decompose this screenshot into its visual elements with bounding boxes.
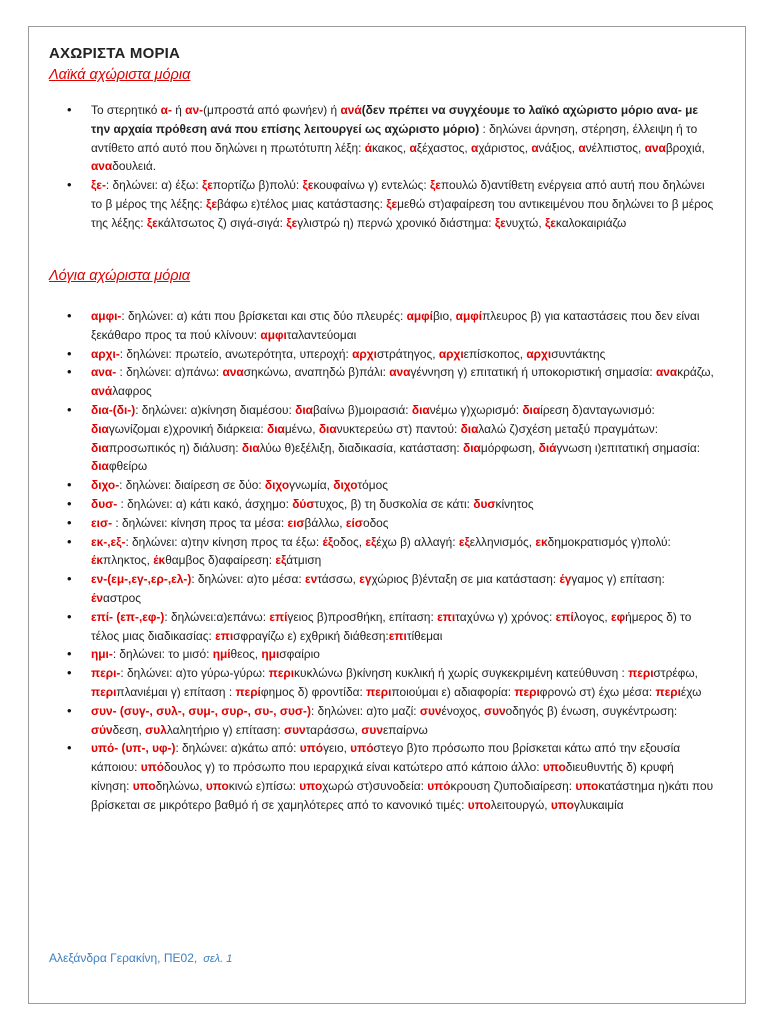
item-text: λαλώ ζ)σχέση μεταξύ πραγμάτων: [478, 421, 659, 436]
item-text: νέμω γ)χωρισμό: [429, 402, 523, 417]
item-text: ή [171, 103, 186, 117]
list-item [49, 476, 715, 495]
particle-highlight: ανα [644, 140, 666, 155]
item-text: κίνητος [495, 496, 534, 511]
item-text: τόμος [357, 478, 388, 493]
page-footer [49, 951, 232, 965]
particle-highlight: ημι- [91, 647, 113, 662]
particle-highlight: ανα [222, 365, 244, 380]
particle-highlight: ανά [340, 103, 362, 117]
particle-highlight: υπό [350, 741, 374, 756]
document-page [28, 26, 746, 1004]
particle-highlight: εκ [535, 534, 548, 549]
particle-highlight: συλ [145, 722, 167, 737]
particle-highlight: εισ- [91, 515, 113, 530]
item-text: συντάκτης [551, 346, 606, 361]
particle-highlight: δια [460, 421, 479, 436]
item-text: σηκώνω, αναπηδώ β)πάλι: [243, 365, 390, 380]
item-text: : δηλώνει: α)το μαζί: [310, 703, 420, 718]
item-text: : δηλώνει: α)κάτω από: [175, 741, 300, 756]
particle-highlight: περί [235, 684, 261, 699]
particle-highlight: ξε [494, 215, 506, 230]
item-text: φημος δ) φροντίδα: [260, 684, 367, 699]
item-text: ένοχος, [441, 703, 484, 718]
particle-highlight: ξε [201, 178, 213, 193]
section-heading-learned: Λόγια αχώριστα μόρια [49, 268, 191, 284]
item-text: μόρφωση, [480, 440, 539, 455]
item-text: βιο, [432, 309, 456, 323]
item-text: μεθώ στ)αφαίρεση του αντικειμένου που δηλώνει το β μέρος της λέξης: [91, 196, 714, 230]
particle-highlight: υπό [427, 778, 451, 793]
footer-author: Αλεξάνδρα Γερακίνη, ΠΕ02, [49, 951, 198, 965]
list-item [49, 495, 715, 514]
particle-highlight: δυσ- [91, 496, 118, 511]
particle-highlight: διχο- [91, 478, 120, 493]
particle-highlight: δια [295, 402, 313, 417]
item-text: (δεν πρέπει να συγχέουμε το λαϊκό αχώριστο μόριο ανα- με την αρχαία πρόθεση ανά που επίσης λειτουργεί ως αχώριστο μόριο) [91, 103, 699, 136]
particle-highlight: αν- [185, 103, 204, 117]
particle-highlight: επί [269, 609, 288, 624]
particle-highlight: αμφί [455, 309, 483, 323]
item-text: κινώ ε)πίσω: [228, 778, 300, 793]
item-text: : δηλώνει: α)κίνηση διαμέσου: [135, 402, 296, 417]
item-text: : δηλώνει: πρωτείο, ανωτερότητα, υπεροχή: [119, 346, 353, 361]
item-text: έχω [680, 684, 702, 699]
item-text: μένω, [284, 421, 319, 436]
particle-highlight: σύν [91, 722, 113, 737]
item-text: κυκλώνω β)κίνηση κυκλική ή χωρίς συγκεκριμένη κατεύθυνση : [294, 666, 629, 681]
particle-highlight: ανά [91, 384, 113, 399]
item-text: κατάστημα η)κάτι που βρίσκεται σε μικρότερο βαθμό ή σε χαμηλότερες από το κανονικό τιμές: [91, 778, 714, 812]
item-text: : δηλώνει: α) κάτι που βρίσκεται και στις δύο πλευρές: [121, 309, 407, 323]
item-text: (μπροστά από φωνήεν) ή [203, 103, 341, 117]
item-text: κάλτσωτος ζ) σιγά-σιγά: [157, 215, 287, 230]
particle-highlight: ά [364, 140, 372, 155]
particle-highlight: δυσ [473, 496, 496, 511]
item-text: θαμβος δ)αφαίρεση: [165, 553, 276, 568]
particle-highlight: διχο [333, 478, 358, 493]
particle-highlight: συν [361, 722, 383, 737]
item-text: καλοκαιριάζω [555, 215, 627, 230]
particle-highlight: επι [215, 628, 234, 643]
particle-highlight: υπό- (υπ-, υφ-) [91, 741, 176, 756]
particle-highlight: α [578, 140, 586, 155]
item-text: γωνίζομαι ε)χρονική διάρκεια: [108, 421, 267, 436]
particle-highlight: διά [538, 440, 557, 455]
item-text: ήμερος δ) το τέλος μιας διαδικασίας: [91, 609, 692, 643]
particle-highlight: αμφι [260, 327, 287, 342]
item-text: γειο, [323, 741, 351, 756]
particle-highlight: περι [628, 666, 654, 681]
particle-highlight: συν [483, 703, 506, 718]
page-title: ΑΧΩΡΙΣΤΑ ΜΟΡΙΑ [49, 45, 181, 62]
particle-highlight: δια [91, 440, 109, 455]
particle-highlight: συν [419, 703, 442, 718]
particle-highlight: έν [91, 590, 103, 605]
item-text: σφραγίζω ε) εχθρική διάθεση: [233, 628, 389, 643]
item-text: λογος, [573, 609, 611, 624]
item-text: νυκτερεύω στ) παντού: [336, 421, 461, 436]
particle-highlight: ξε- [91, 178, 106, 193]
particle-highlight: ξε [544, 215, 556, 230]
item-text: κακος, [372, 140, 410, 155]
item-text: φρονώ στ) έχω μέσα: [539, 684, 656, 699]
particle-highlight: αμφι- [91, 309, 122, 323]
item-text: αστρος [102, 590, 142, 605]
particle-highlight: ημι [261, 647, 280, 662]
list-item [49, 401, 715, 476]
particle-highlight: αρχι [526, 346, 552, 361]
particle-highlight: έκ [153, 553, 166, 568]
item-text: πλανιέμαι γ) επίταση : [116, 684, 236, 699]
particle-highlight: συν- (συγ-, συλ-, συμ-, συρ-, συ-, συσ-) [91, 703, 311, 718]
list-item [49, 345, 715, 364]
item-text: γέννηση γ) επιτατική ή υποκοριστική σημασία: [410, 365, 656, 380]
particle-highlight: διχο [264, 478, 290, 493]
item-text: ταλαντεύομαι [286, 327, 357, 342]
item-text: : δηλώνει: α)την κίνηση προς τα έξω: [125, 534, 323, 549]
particle-highlight: υπο [550, 797, 574, 812]
particle-highlight: έκ [91, 553, 103, 568]
item-text: γνωμία, [289, 478, 334, 493]
item-text: δημοκρατισμός γ)πολύ: [547, 534, 671, 549]
list-item [49, 533, 715, 571]
particle-highlight: υπο [205, 778, 229, 793]
item-text: πορτίζω β)πολύ: [212, 178, 303, 193]
list-item [49, 664, 715, 702]
particle-highlight: εν-(εμ-,εγ-,ερ-,ελ-) [91, 572, 192, 587]
particle-highlight: δια [91, 421, 109, 436]
item-text: θεος, [230, 647, 262, 662]
particle-highlight: περι [514, 684, 540, 699]
item-text: λαλητήριο γ) επίταση: [166, 722, 284, 737]
particle-highlight: δια [411, 402, 430, 417]
item-text: δεση, [112, 722, 146, 737]
item-text: νάξιος, [538, 140, 579, 155]
item-text: πλευρος β) για καταστάσεις που δεν είναι ξεκάθαρο προς τα πού κλίνουν: [91, 309, 700, 342]
item-text: γνωση ι)επιτατική σημασία: [556, 440, 701, 455]
item-text: γλιστρώ η) περνώ χρονικό διάστημα: [297, 215, 495, 230]
particle-highlight: ξε [386, 196, 398, 211]
item-text: προσωπικός η) διάλυση: [108, 440, 242, 455]
item-text: γαμος γ) επίταση: [571, 572, 665, 587]
item-text: : δηλώνει:α)επάνω: [164, 609, 270, 624]
particle-highlight: δια [463, 440, 481, 455]
item-text: ταχύνω γ) χρόνος: [455, 609, 556, 624]
list-item [49, 608, 715, 646]
list-item [49, 514, 715, 533]
particle-highlight: εισ [287, 515, 305, 530]
particle-highlight: ξε [206, 196, 217, 211]
particle-highlight: επί- (επ-,εφ-) [91, 609, 165, 624]
particle-highlight: δια-(δι-) [91, 402, 136, 417]
item-text: χώριος β)ένταξη σε μια κατάσταση: [371, 572, 560, 587]
item-text: νέλπιστος, [585, 140, 645, 155]
item-text: άτμιση [286, 553, 322, 568]
item-text: γειος β)προσθήκη, επίταση: [287, 609, 438, 624]
particle-highlight: ξε [286, 215, 298, 230]
particle-highlight: ημί [212, 647, 231, 662]
particle-highlight: εξ [365, 534, 377, 549]
item-text: δουλος γ) το πρόσωπο που ιεραρχικά είναι κατώτερο από κάποιο άλλο: [163, 760, 543, 775]
item-text: : δηλώνει: το μισό: [112, 647, 213, 662]
particle-highlight: έξ [322, 534, 334, 549]
item-text: φθείρω [108, 459, 148, 474]
item-text: πληκτος, [103, 553, 154, 568]
item-text: χάριστος, [478, 140, 532, 155]
particle-highlight: περι [91, 684, 117, 699]
particle-highlight: α [409, 140, 417, 155]
particle-highlight: εκ-,εξ- [91, 534, 126, 549]
item-text: τάσσω, [317, 572, 360, 587]
item-text: οδος [362, 515, 389, 530]
particle-highlight: ανα- [91, 365, 117, 380]
item-text: τυχος, β) τη δυσκολία σε κάτι: [314, 496, 474, 511]
particle-highlight: ξε [429, 178, 441, 193]
particle-highlight: εγ [359, 572, 372, 587]
particle-highlight: υπο [575, 778, 599, 793]
particle-highlight: ξε [302, 178, 314, 193]
item-text: σφαίριο [279, 647, 320, 662]
particle-highlight: περι [268, 666, 295, 681]
particle-highlight: συν [283, 722, 306, 737]
item-text: : δηλώνει: α) κάτι κακό, άσχημο: [117, 496, 293, 511]
particle-highlight: δια [241, 440, 260, 455]
list-item [49, 645, 715, 664]
item-text: οδος, [333, 534, 366, 549]
particle-highlight: επι [388, 628, 407, 643]
particle-highlight: υπο [132, 778, 156, 793]
item-text: στράτηγος, [376, 346, 439, 361]
item-text: στεγο β)το πρόσωπο που βρίσκεται κάτω από την εξουσία κάποιου: [91, 741, 681, 775]
item-text: ταράσσω, [305, 722, 362, 737]
list-item [49, 570, 715, 608]
particle-highlight: αρχι [352, 346, 377, 361]
particle-highlight: εφ [610, 609, 626, 624]
particle-highlight: α [471, 140, 479, 155]
particle-highlight: α- [160, 103, 172, 117]
item-text: γλυκαιμία [573, 797, 624, 812]
item-text: έχω β) αλλαγή: [376, 534, 459, 549]
particle-highlight: δύσ [292, 496, 315, 511]
learned-particles-list [49, 307, 715, 815]
item-text: χωρώ στ)συνοδεία: [322, 778, 428, 793]
particle-highlight: αρχι- [91, 346, 120, 361]
item-text: κουφαίνω γ) εντελώς: [313, 178, 430, 193]
particle-highlight: υπό [140, 760, 164, 775]
item-text: βαίνω β)μοιρασιά: [312, 402, 412, 417]
section-heading-popular: Λαϊκά αχώριστα μόρια [49, 67, 191, 83]
item-text: επαίρνω [382, 722, 428, 737]
item-text: επίσκοπος, [463, 346, 527, 361]
item-text: βροχιά, [665, 140, 705, 155]
item-text: ελληνισμός, [469, 534, 536, 549]
particle-highlight: είσ [345, 515, 363, 530]
particle-highlight: αρχι [438, 346, 464, 361]
particle-highlight: ανα [389, 365, 411, 380]
particle-highlight: δια [266, 421, 285, 436]
particle-highlight: επί [555, 609, 574, 624]
item-text: κράζω, [677, 365, 714, 380]
item-text: διευθυντής δ) κρυφή κίνηση: [91, 760, 674, 793]
particle-highlight: α [531, 140, 539, 155]
list-item [49, 307, 715, 345]
particle-highlight: δια [91, 459, 109, 474]
item-text: λαφρος [112, 384, 152, 399]
list-item [49, 739, 715, 814]
item-text: στρέφω, [653, 666, 698, 681]
item-text: βάλλω, [304, 515, 346, 530]
particle-highlight: υπο [299, 778, 323, 793]
particle-highlight: υπο [467, 797, 491, 812]
particle-highlight: εν [304, 572, 318, 587]
item-text: : δηλώνει: α)πάνω: [116, 365, 223, 380]
particle-highlight: ανα [91, 159, 113, 174]
particle-highlight: περι [655, 684, 681, 699]
particle-highlight: περι [366, 684, 392, 699]
item-text: κρουση ζ)υποδιαίρεση: [450, 778, 576, 793]
particle-highlight: εξ [458, 534, 470, 549]
particle-highlight: εξ [275, 553, 287, 568]
item-text: πουλώ δ)αντίθετη ενέργεια από αυτή που δηλώνει το β μέρος της λέξης: [91, 178, 705, 211]
item-text: : δηλώνει: α)το γύρω-γύρω: [120, 666, 269, 681]
list-item [49, 176, 715, 232]
item-text: δουλειά. [112, 159, 157, 174]
item-text: δηλώνω, [155, 778, 206, 793]
item-text: ξέχαστος, [416, 140, 471, 155]
particle-highlight: υπο [542, 760, 566, 775]
footer-page-number: σελ. 1 [203, 953, 233, 965]
item-text: : δηλώνει: κίνηση προς τα μέσα: [112, 515, 288, 530]
item-text: βάφω ε)τέλος μιας κατάστασης: [216, 196, 387, 211]
list-item [49, 702, 715, 740]
particle-highlight: ξε [146, 215, 158, 230]
particle-highlight: δια [318, 421, 337, 436]
item-text: : δηλώνει άρνηση, στέρηση, έλλειψη ή το αντίθετο από αυτό που δηλώνει η πρωτότυπη λέξη: [91, 121, 698, 155]
list-item [49, 363, 715, 401]
particle-highlight: υπό [299, 741, 324, 756]
particle-highlight: ανα [655, 365, 678, 380]
item-text: νυχτώ, [505, 215, 545, 230]
item-text: λύω θ)εξέλιξη, διαδικασία, κατάσταση: [259, 440, 464, 455]
item-text: οδηγός β) ένωση, συγκέντρωση: [505, 703, 678, 718]
particle-highlight: έγ [559, 572, 572, 587]
item-text: ίρεση δ)ανταγωνισμό: [540, 402, 655, 417]
item-text: : δηλώνει: α)το μέσα: [191, 572, 305, 587]
item-text: Το στερητικό [91, 103, 161, 117]
particle-highlight: περι- [91, 666, 121, 681]
item-text: : δηλώνει: διαίρεση σε δύο: [119, 478, 265, 493]
item-text: τίθεμαι [406, 628, 443, 643]
item-text: ποιούμαι ε) αδιαφορία: [391, 684, 515, 699]
particle-highlight: αμφί [406, 309, 433, 323]
item-text: : δηλώνει: α) έξω: [105, 178, 202, 193]
particle-highlight: δια [522, 402, 541, 417]
popular-particles-list [49, 101, 715, 233]
list-item [49, 101, 715, 176]
item-text: λειτουργώ, [490, 797, 551, 812]
particle-highlight: επι [437, 609, 456, 624]
